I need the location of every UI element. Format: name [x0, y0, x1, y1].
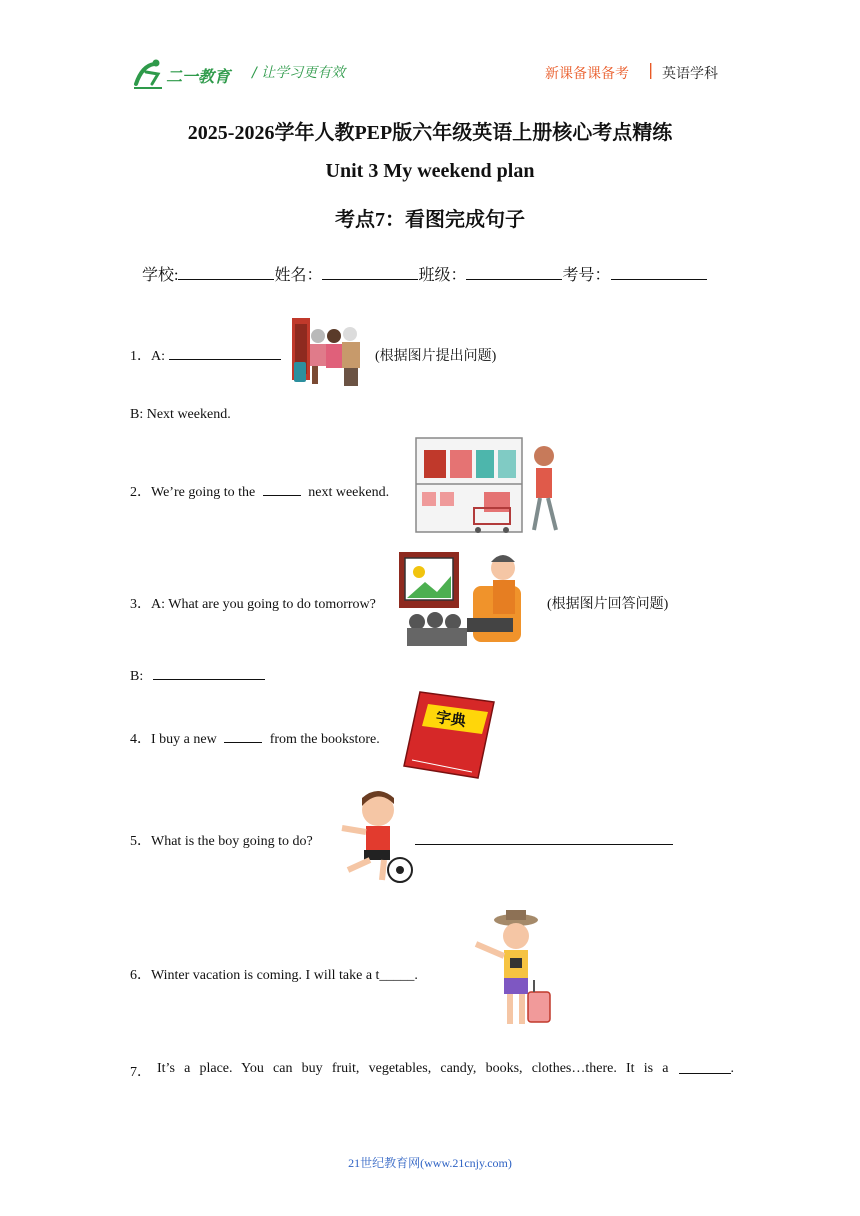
question-2	[130, 481, 389, 501]
unit-title: Unit 3 My weekend plan	[325, 160, 535, 182]
school-field[interactable]	[178, 267, 274, 280]
q5-number: 5．	[130, 834, 151, 849]
dictionary-label: 字典	[434, 707, 468, 730]
school-label: 学校:	[142, 267, 179, 284]
header-subject: 英语学科	[662, 66, 718, 82]
student-info-line	[142, 262, 707, 285]
q1-number: 1．	[130, 349, 151, 364]
q4-text-before: I buy a new	[151, 732, 217, 747]
q7-end: .	[730, 1061, 734, 1076]
q2-text-after: next weekend.	[308, 485, 390, 500]
q7-text: It’s a place. You can buy fruit, vegetables, candy, books, clothes…there. It is a	[157, 1061, 669, 1076]
logo-text: 二一教育	[166, 67, 231, 86]
q5-text: What is the boy going to do?	[151, 834, 313, 849]
q3-answer-line	[130, 667, 265, 685]
document-title: 2025-2026学年人教PEP版六年级英语上册核心考点精练	[187, 122, 673, 144]
q7-answer-field[interactable]	[679, 1061, 731, 1074]
q5-answer-field[interactable]	[415, 844, 673, 845]
header-right-text: 新课备课备考	[545, 66, 629, 82]
q3-answer-field[interactable]	[153, 667, 265, 680]
question-5	[130, 830, 313, 850]
cinema-picture	[397, 546, 537, 650]
class-label: 班级：	[418, 267, 467, 284]
q7-number: 7．	[130, 1065, 151, 1080]
q4-number: 4．	[130, 732, 151, 747]
question-6	[130, 964, 418, 984]
header-separator: |	[648, 60, 654, 79]
section-title: 考点7：看图完成句子	[335, 209, 525, 231]
q1-text: A:	[151, 349, 165, 364]
q6-number: 6．	[130, 968, 151, 983]
boy-playing-football-picture	[334, 784, 416, 888]
traveler-picture	[470, 908, 554, 1032]
question-7	[130, 1061, 734, 1081]
q1-answer-line: B: Next weekend.	[130, 407, 231, 422]
class-field[interactable]	[466, 267, 562, 280]
q2-text-before: We’re going to the	[151, 485, 256, 500]
q1-answer-field[interactable]	[169, 347, 281, 360]
question-4	[130, 728, 380, 748]
name-field[interactable]	[322, 267, 418, 280]
question-1	[130, 345, 281, 365]
name-label: 姓名：	[274, 267, 323, 284]
supermarket-picture	[414, 434, 564, 538]
q4-answer-field[interactable]	[224, 730, 262, 743]
dictionary-picture	[402, 690, 496, 780]
q3-number: 3．	[130, 597, 151, 612]
family-picture	[290, 314, 366, 388]
question-3	[130, 593, 376, 613]
number-label: 考号：	[562, 267, 611, 284]
q3-answer-label: B:	[130, 669, 144, 684]
q2-number: 2．	[130, 485, 151, 500]
q3-note: (根据图片回答问题)	[547, 597, 669, 612]
q6-text: Winter vacation is coming. I will take a t_____.	[151, 968, 418, 983]
header-slogan: / 让学习更有效	[252, 65, 346, 81]
q2-answer-field[interactable]	[263, 483, 301, 496]
q4-text-after: from the bookstore.	[269, 732, 380, 747]
q1-note: (根据图片提出问题)	[375, 349, 497, 364]
number-field[interactable]	[611, 267, 707, 280]
footer-link[interactable]: 21世纪教育网(www.21cnjy.com)	[348, 1156, 512, 1170]
q3-text: A: What are you going to do tomorrow?	[151, 597, 376, 612]
brand-logo	[132, 58, 244, 90]
